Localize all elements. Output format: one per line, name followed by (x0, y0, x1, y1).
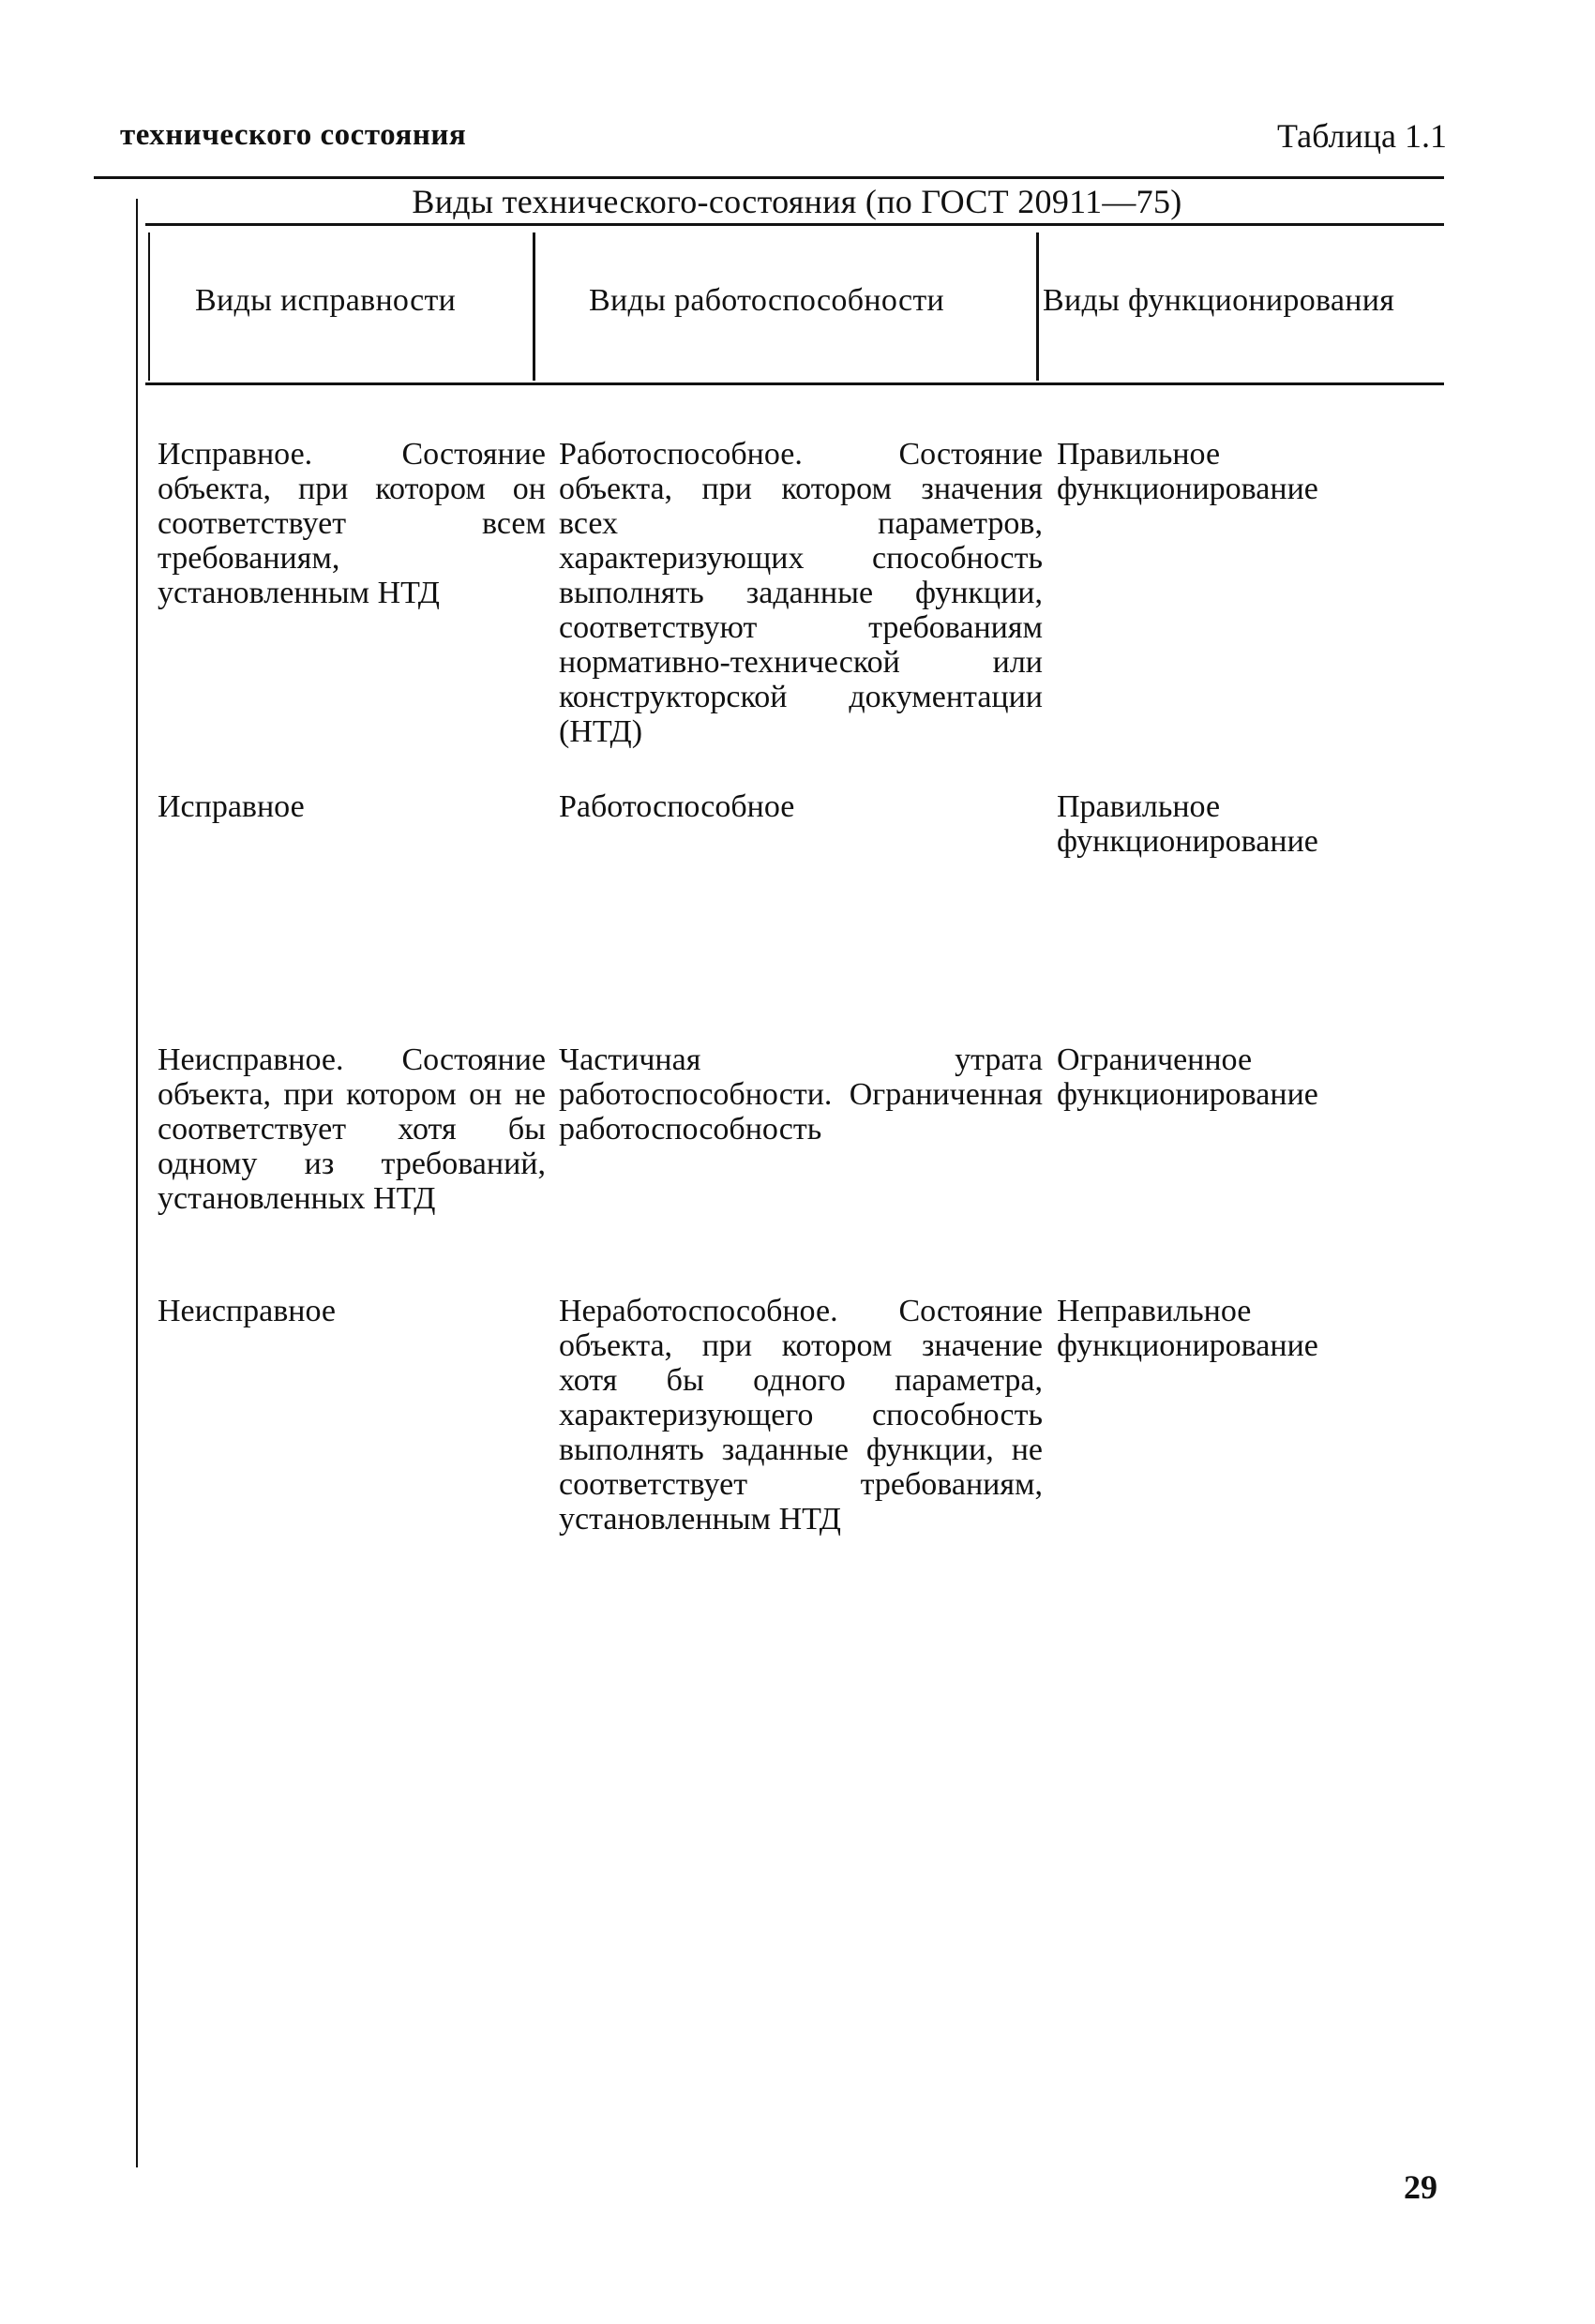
row-4-operability: Неработоспособное. Состояние объекта, при котором значение хотя бы одного параметра, характеризующего способность выполнять заданные функции, не соответствует требованиям, установленным НТД (559, 1294, 1043, 1537)
row-3-functioning: Ограниченное функционирование (1057, 1042, 1318, 1112)
running-header: технического состояния (120, 118, 467, 152)
row-3-serviceability: Неисправное. Состояние объекта, при котором он не соответствует хотя бы одному из требований, установленных НТД (158, 1042, 546, 1216)
row-1-functioning: Правильное функционирование (1057, 437, 1318, 506)
page-number: 29 (1404, 2168, 1437, 2206)
row-2-functioning: Правильное функционирование (1057, 789, 1318, 859)
table-left-border (136, 199, 138, 2167)
row-1-serviceability: Исправное. Состояние объекта, при котором он соответствует всем требованиям, установленным НТД (158, 437, 546, 610)
table-label: Таблица 1.1 (1277, 117, 1447, 155)
header-separator-3 (1036, 232, 1039, 381)
header-separator-2 (533, 232, 535, 381)
row-4-serviceability: Неисправное (158, 1294, 336, 1328)
column-header-operability: Виды работоспособности (589, 283, 945, 318)
caption-rule (145, 223, 1444, 226)
header-bottom-rule (145, 382, 1444, 385)
row-2-serviceability: Исправное (158, 789, 305, 824)
row-3-operability: Частичная утрата работоспособности. Ограниченная работоспособность (559, 1042, 1043, 1147)
column-header-serviceability: Виды исправности (195, 283, 457, 318)
column-header-functioning: Виды функционирования (1043, 283, 1395, 318)
top-rule (94, 176, 1444, 179)
row-4-functioning: Неправильное функционирование (1057, 1294, 1318, 1363)
table-caption: Виды технического-состояния (по ГОСТ 20911—75) (412, 183, 1182, 220)
row-2-operability: Работоспособное (559, 789, 795, 824)
header-separator-1 (148, 232, 150, 381)
row-1-operability: Работоспособное. Состояние объекта, при котором значения всех параметров, характеризующих способность выполнять заданные функции, соответствуют требованиям нормативно-технической или конструкторской документации (НТД) (559, 437, 1043, 749)
